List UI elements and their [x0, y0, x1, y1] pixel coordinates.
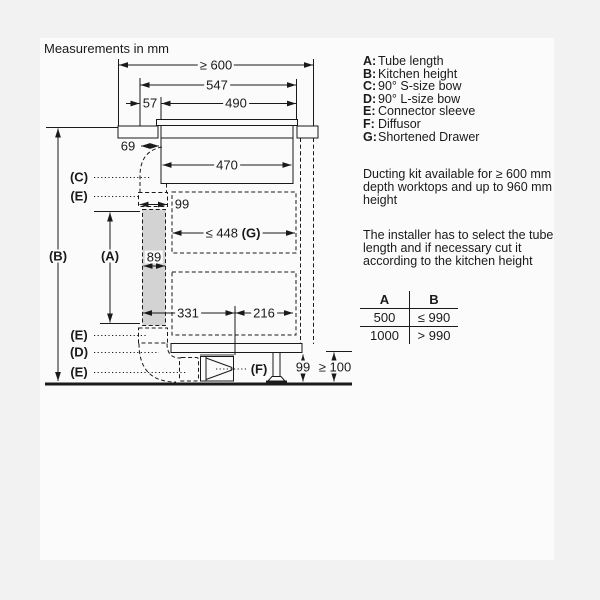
legend-label-f: Diffusor	[378, 116, 421, 131]
dim-89: 89	[146, 249, 162, 265]
l-bow-outer	[139, 344, 176, 383]
dim-depth-600: ≥ 600	[199, 57, 233, 73]
label-g: (G)	[241, 225, 261, 241]
dim-448-value: ≤ 448	[205, 225, 239, 241]
legend-key-a: A:	[363, 54, 377, 68]
legend-label-d: 90° L-size bow	[378, 91, 461, 106]
label-sleeve-mid: (E)	[70, 327, 88, 343]
lower-drawer-outline	[172, 272, 296, 335]
dim-plinth-99: 99	[295, 359, 311, 375]
label-s-bow: (C)	[69, 169, 89, 185]
dim-547: 547	[206, 77, 228, 93]
label-tube-length: (A)	[100, 248, 120, 264]
legend-key-b: B:	[363, 66, 377, 81]
dim-470: 470	[216, 157, 238, 173]
legend-key-e: E:	[363, 104, 376, 119]
table-cell-a: 500	[360, 309, 410, 327]
legend-label-g: Shortened Drawer	[378, 129, 480, 144]
label-sleeve-bottom: (E)	[70, 364, 88, 380]
hob-body	[161, 126, 293, 184]
dim-sleeve-99: 99	[174, 196, 190, 212]
worktop-left-cut	[118, 126, 158, 138]
tube-length-table	[360, 291, 458, 344]
connector-sleeve-bottom	[180, 358, 199, 382]
dim-57: 57	[142, 95, 158, 111]
legend-label-a: Tube length	[378, 54, 444, 68]
table-header-a: A	[360, 291, 410, 309]
legend-label-e: Connector sleeve	[378, 104, 476, 119]
note-ducting-kit: Ducting kit available for ≥ 600 mm depth worktops and up to 960 mm height	[363, 167, 553, 207]
dim-216: 216	[253, 305, 275, 321]
legend-item-c	[363, 80, 479, 93]
page-title: Measurements in mm	[44, 41, 169, 56]
dimension-lines	[58, 65, 334, 382]
legend-key-g: G:	[363, 129, 377, 144]
label-diffusor: (F)	[250, 361, 268, 377]
legend-label-b: Kitchen height	[378, 66, 458, 81]
legend-key-d: D:	[363, 91, 377, 106]
worktop-right-cut	[297, 126, 318, 138]
legend	[363, 55, 479, 143]
label-sleeve-top: (E)	[70, 188, 88, 204]
legend-item-f	[363, 118, 479, 131]
l-bow-inner	[167, 344, 180, 359]
table-cell-b: > 990	[417, 328, 451, 343]
table-header-row	[360, 291, 458, 309]
plinth-panel	[171, 344, 302, 353]
table-row	[360, 309, 458, 327]
note-installer: The installer has to select the tube length and if necessary cut it according to the kitchen height	[363, 228, 554, 268]
dim-331: 331	[177, 305, 199, 321]
label-l-bow: (D)	[69, 344, 89, 360]
dim-69: 69	[120, 138, 136, 154]
s-bow-outer	[140, 147, 162, 192]
table-row	[360, 327, 458, 345]
dim-min-100: ≥ 100	[318, 359, 352, 375]
legend-item-g	[363, 131, 479, 144]
cabinet-foot	[268, 377, 285, 382]
hob-top-plate	[157, 120, 298, 126]
legend-key-f: F:	[363, 116, 375, 131]
hob-unit	[157, 120, 298, 184]
flat-duct-tube	[143, 210, 166, 326]
legend-item-a	[363, 55, 479, 68]
plinth-and-diffusor	[171, 344, 302, 382]
connector-sleeve-mid	[139, 328, 168, 343]
dim-490: 490	[225, 95, 247, 111]
table-cell-a: 1000	[360, 327, 410, 345]
table-cell-b: ≤ 990	[410, 309, 459, 327]
legend-label-c: 90° S-size bow	[378, 79, 462, 94]
table-header-b: B	[410, 291, 459, 309]
label-kitchen-height: (B)	[48, 248, 68, 264]
legend-key-c: C:	[363, 79, 377, 94]
dim-448-g	[204, 227, 263, 240]
